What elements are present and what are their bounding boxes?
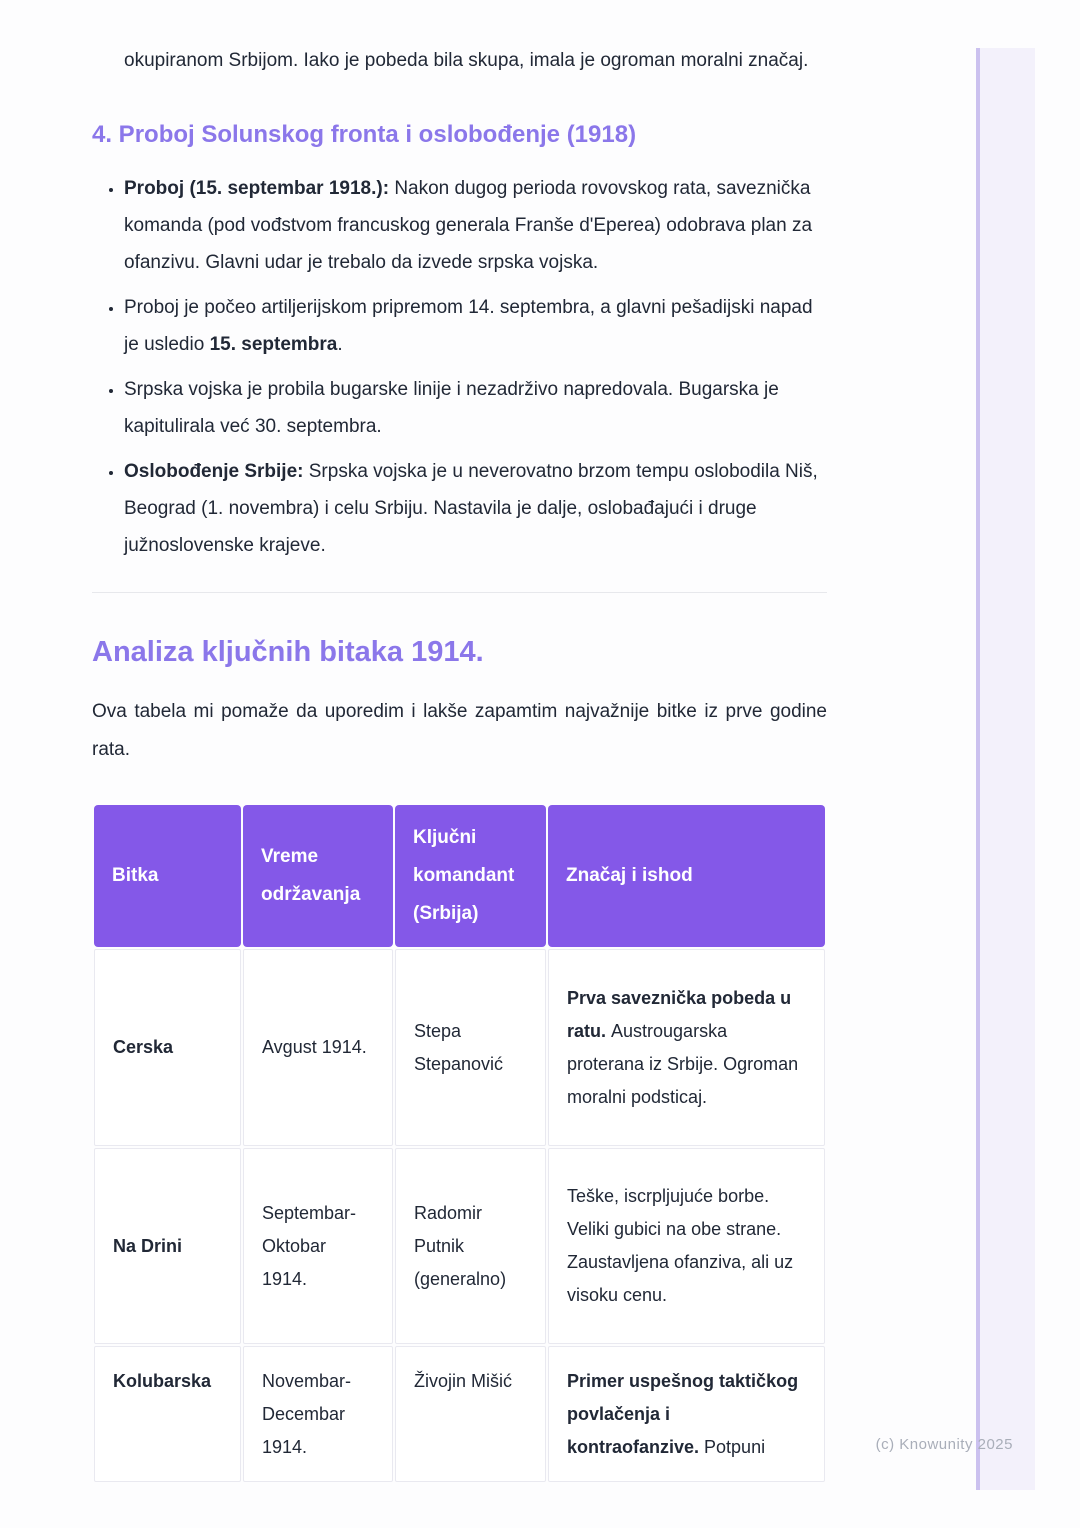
cell-vreme: Septembar-Oktobar 1914. (243, 1148, 393, 1344)
bullet-item-artiljerijska-priprema: • Proboj je počeo artiljerijskom pripremom 14. septembra, a glavni pešadijski napad je usledio 15. septembra. (124, 289, 827, 363)
cell-komandant: Živojin Mišić (395, 1346, 546, 1482)
bullet-item-oslobodjenje-srbije: • Oslobođenje Srbije: Srpska vojska je u neverovatno brzom tempu oslobodila Niš, Beograd (1. novembra) i celu Srbiju. Nastavila je dalje, oslobađajući i druge južnoslovenske krajeve. (124, 453, 827, 564)
page-margin-strip (976, 48, 1035, 1490)
battles-table (92, 803, 827, 1484)
page-content (92, 0, 827, 1484)
cell-vreme: Novembar-Decembar 1914. (243, 1346, 393, 1482)
table-header-row (94, 805, 825, 947)
header-cell-komandant: Ključni komandant (Srbija) (395, 805, 546, 947)
knowunity-watermark: (c) Knowunity 2025 (875, 1436, 1013, 1453)
header-cell-bitka: Bitka (94, 805, 241, 947)
cell-bitka: Na Drini (94, 1148, 241, 1344)
table-row (94, 949, 825, 1146)
section-divider (92, 592, 827, 593)
cell-komandant: Radomir Putnik (generalno) (395, 1148, 546, 1344)
intro-continuation-paragraph: okupiranom Srbijom. Iako je pobeda bila skupa, imala je ogroman moralni značaj. (124, 50, 809, 71)
analysis-heading: Analiza ključnih bitaka 1914. (92, 636, 484, 668)
header-cell-znacaj: Značaj i ishod (548, 805, 825, 947)
header-cell-vreme: Vreme održavanja (243, 805, 393, 947)
cell-bitka: Kolubarska (94, 1346, 241, 1482)
cell-znacaj: Prva saveznička pobeda u ratu. Austrougarska proterana iz Srbije. Ogroman moralni podsticaj. (548, 949, 825, 1146)
cell-komandant: Stepa Stepanović (395, 949, 546, 1146)
cell-vreme: Avgust 1914. (243, 949, 393, 1146)
cell-znacaj: Teške, iscrpljujuće borbe. Veliki gubici na obe strane. Zaustavljena ofanziva, ali uz visoku cenu. (548, 1148, 825, 1344)
table-row (94, 1148, 825, 1344)
section-4-heading: 4. Proboj Solunskog fronta i oslobođenje (1918) (92, 121, 637, 148)
cell-bitka: Cerska (94, 949, 241, 1146)
section-4-bullet-list (92, 170, 827, 564)
bullet-item-proboj: • Proboj (15. septembar 1918.): Nakon dugog perioda rovovskog rata, saveznička komanda (pod vođstvom francuskog generala Franše d'Eperea) odobrava plan za ofanzivu. Glavni udar je trebalo da izvede srpska vojska. (124, 170, 827, 281)
cell-znacaj: Primer uspešnog taktičkog povlačenja i kontraofanzive. Potpuni (548, 1346, 825, 1482)
table-row (94, 1346, 825, 1482)
analysis-intro-paragraph: Ova tabela mi pomaže da uporedim i lakše zapamtim najvažnije bitke iz prve godine rata. (92, 701, 827, 760)
bullet-item-bugarska-kapitulacija: • Srpska vojska je probila bugarske linije i nezadrživo napredovala. Bugarska je kapitulirala već 30. septembra. (124, 371, 827, 445)
